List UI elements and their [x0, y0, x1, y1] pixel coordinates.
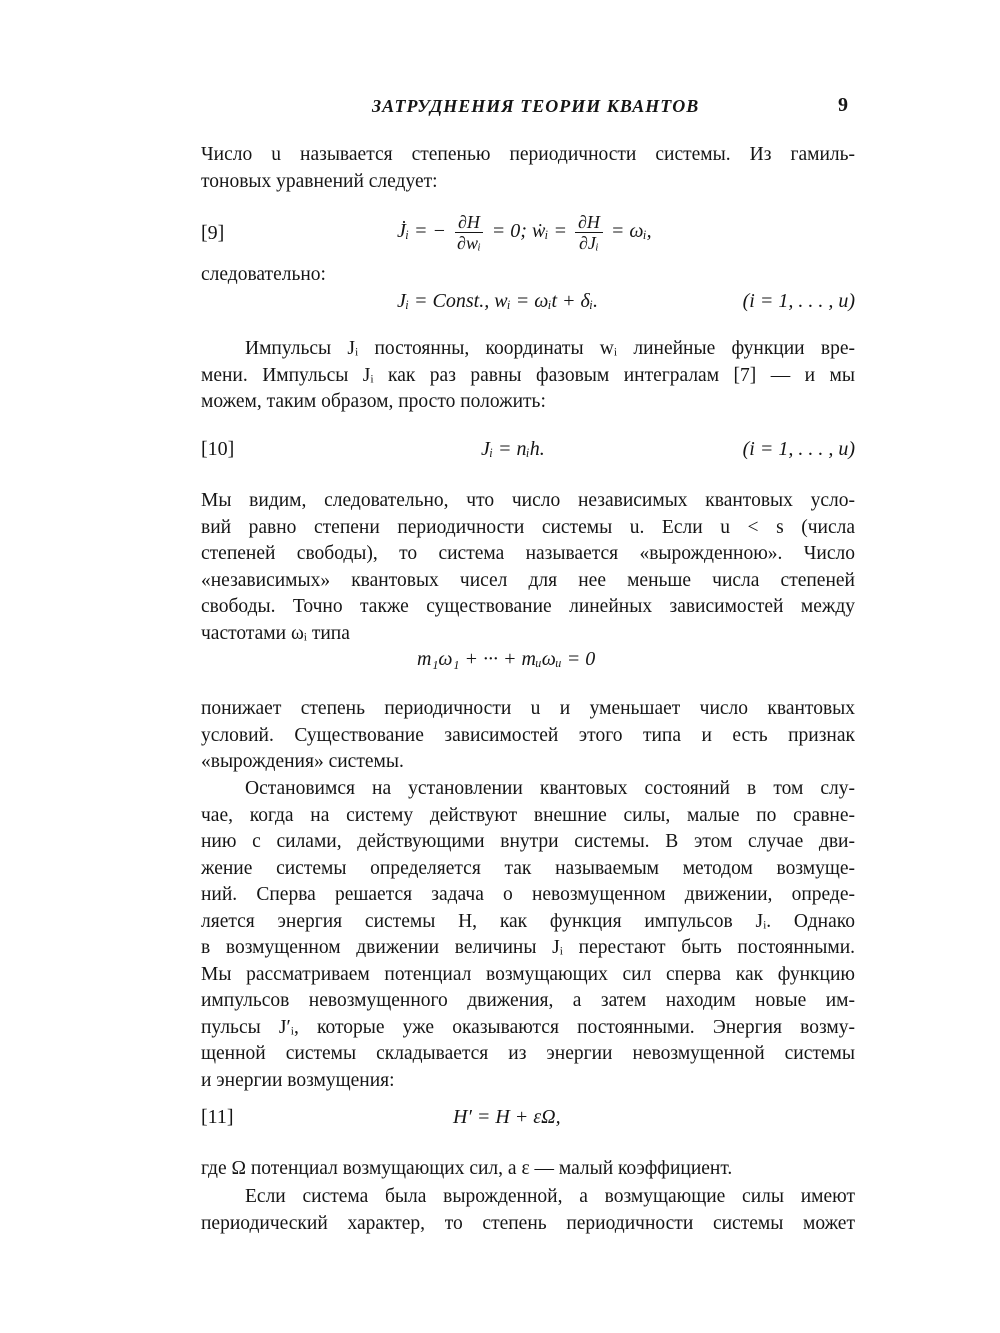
text-line: ний. Сперва решается задача о невозмущенном движении, опреде-: [201, 884, 855, 905]
text-line: импульсов невозмущенного движения, а затем находим новые им-: [201, 990, 855, 1011]
equation-range: (i = 1, . . . , u): [742, 438, 855, 460]
lead-text: следовательно:: [201, 264, 326, 285]
text-line: и энергии возмущения:: [201, 1069, 395, 1091]
text-line: нию с силами, действующими внутри системы. В этом случае дви-: [201, 831, 855, 852]
fraction-denominator: ∂wᵢ: [457, 233, 481, 253]
text-line: Мы видим, следовательно, что число независимых квантовых усло-: [201, 490, 855, 511]
text-line: пульсы J′ᵢ, которые уже оказываются постоянными. Энергия возму-: [201, 1016, 855, 1038]
text-line: щенной системы складывается из энергии невозмущенной системы: [201, 1043, 855, 1064]
text-line: жение системы определяется так называемым методом возмуще-: [201, 857, 855, 879]
paragraph-1: [201, 142, 855, 195]
equation-range: (i = 1, . . . , u): [742, 290, 855, 312]
equation-body: m₁ω₁ + ··· + mᵤωᵤ = 0: [417, 648, 596, 670]
text-line: тоновых уравнений следует:: [201, 170, 438, 192]
text-line: частотами ωᵢ типа: [201, 622, 350, 644]
text-line: «вырождения» системы.: [201, 751, 404, 772]
paragraph-5: [201, 776, 855, 1094]
equation-number: [11]: [201, 1106, 234, 1128]
text-line: чае, когда на систему действуют внешние силы, малые по сравне-: [201, 804, 855, 826]
text-line: Число u называется степенью периодичности системы. Из гамиль-: [201, 144, 855, 165]
paragraph-7: [201, 1184, 855, 1237]
text-line: ляется энергия системы H, как функция импульсов Jᵢ. Однако: [201, 910, 855, 932]
eq-mid: = 0; ẇᵢ =: [491, 220, 567, 243]
equation-number: [10]: [201, 438, 235, 460]
fraction-numerator: ∂H: [575, 212, 603, 233]
fraction: [575, 212, 603, 253]
paragraph-3: [201, 488, 855, 647]
text-line: периодический характер, то степень периодичности системы может: [201, 1212, 855, 1234]
paragraph-6: [201, 1156, 855, 1183]
paragraph-2: [201, 336, 855, 416]
text-line: можем, таким образом, просто положить:: [201, 391, 546, 412]
text-line: Остановимся на установлении квантовых состояний в том слу-: [245, 778, 855, 799]
equation-body: H′ = H + εΩ,: [453, 1106, 561, 1128]
equation-body: Jᵢ = Const., wᵢ = ωᵢt + δᵢ.: [397, 290, 599, 312]
text-line: понижает степень периодичности u и уменьшает число квантовых: [201, 698, 855, 719]
text-line: условий. Существование зависимостей этого типа и есть признак: [201, 724, 855, 746]
running-header: ЗАТРУДНЕНИЯ ТЕОРИИ КВАНТОВ: [372, 96, 700, 116]
text-line: вий равно степени периодичности системы u. Если u < s (числа: [201, 516, 855, 538]
equation-frequency-relation: [201, 648, 855, 688]
equation-11: [201, 1106, 855, 1146]
text-line: Импульсы Jᵢ постоянны, координаты wᵢ линейные функции вре-: [245, 338, 855, 359]
text-line: Мы рассматриваем потенциал возмущающих сил сперва как функцию: [201, 963, 855, 985]
fraction-denominator: ∂Jᵢ: [579, 233, 599, 253]
equation-number: [9]: [201, 222, 225, 244]
fraction-numerator: ∂H: [455, 212, 483, 233]
text-line: мени. Импульсы Jᵢ как раз равны фазовым интегралам [7] — и мы: [201, 364, 855, 386]
text-line: в возмущенном движении величины Jᵢ перестают быть постоянными.: [201, 937, 855, 958]
equation-9-solution: [201, 290, 855, 330]
eq-lhs: J̇ᵢ = −: [397, 220, 447, 243]
text-line: «независимых» квантовых чисел для нее меньше числа степеней: [201, 569, 855, 591]
eq-rhs: = ωᵢ,: [610, 220, 652, 243]
equation-10: [201, 438, 855, 478]
equation-body: [397, 212, 652, 253]
text-line: где Ω потенциал возмущающих сил, а ε — малый коэффициент.: [201, 1158, 733, 1179]
text-line: степеней свободы), то система называется «вырожденною». Число: [201, 543, 855, 564]
equation-body: Jᵢ = nᵢh.: [481, 438, 545, 460]
page-number: 9: [838, 94, 848, 116]
text-line: свободы. Точно также существование линейных зависимостей между: [201, 596, 855, 617]
fraction: [454, 212, 484, 253]
paragraph-4: [201, 696, 855, 776]
equation-9: [201, 212, 855, 262]
text-line: Если система была вырожденной, а возмущающие силы имеют: [245, 1186, 855, 1207]
